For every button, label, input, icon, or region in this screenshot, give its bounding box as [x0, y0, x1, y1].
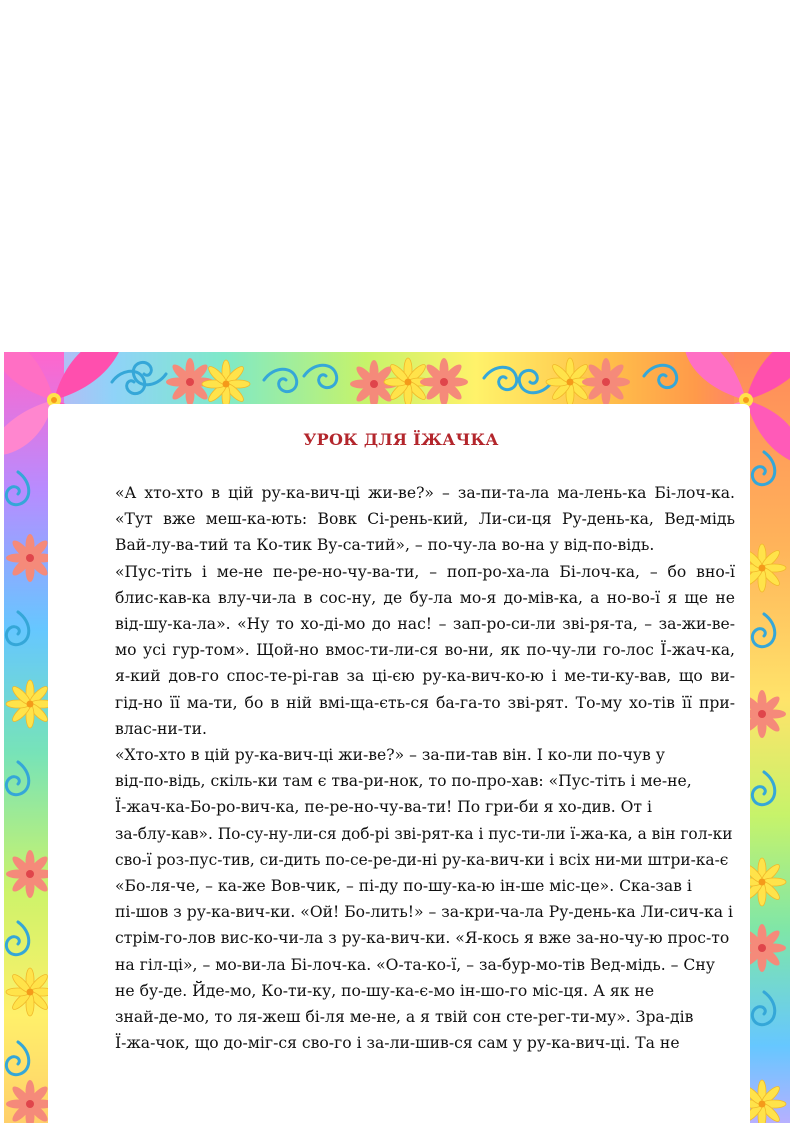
- story-line: «Тут вже меш-ка-ють: Вовк Сі-рень-кий, Ли-си-ця Ру-день-ка, Вед-мідь: [115, 510, 735, 529]
- story-line: блис-кав-ка влу-чи-ла в сос-ну, де бу-ла мо-я до-мів-ка, а но-во-ї я ще не: [115, 588, 735, 607]
- story-line: стрім-го-лов вис-ко-чи-ла з ру-ка-вич-ки. «Я-кось я вже за-но-чу-ю прос-то: [115, 929, 730, 948]
- story-line: «Пус-тіть і ме-не пе-ре-но-чу-ва-ти, – поп-ро-ха-ла Бі-лоч-ка, – бо вно-ї: [115, 562, 735, 581]
- story-line: від-по-відь, скіль-ки там є тва-ри-нок, то по-про-хав: «Пус-тіть і ме-не,: [115, 772, 692, 791]
- story-title: УРОК ДЛЯ ЇЖАЧКА: [303, 430, 499, 449]
- story-line: гід-но її ма-ти, бо в ній вмі-ща-єть-ся ба-га-то зві-рят. То-му хо-тів її при-: [115, 693, 735, 712]
- story-line: за-блу-кав». По-су-ну-ли-ся доб-рі зві-рят-ка і пус-ти-ли ї-жа-ка, а він гол-ки: [115, 824, 733, 843]
- story-line: Ї-жач-ка-Бо-ро-вич-ка, пе-ре-но-чу-ва-ти! По гри-би я хо-див. От і: [115, 798, 652, 817]
- story-text: [115, 480, 735, 1056]
- top-decoration-row: [112, 358, 677, 408]
- story-line: знай-де-мо, то ля-жеш бі-ля ме-не, а я твій сон сте-рег-ти-му». Зра-дів: [115, 1008, 694, 1027]
- left-decoration-column: [6, 472, 54, 1123]
- rainbow-flower-frame: [4, 352, 790, 1123]
- story-line: Вай-лу-ва-тий та Ко-тик Ву-са-тий», – по-чу-ла во-на у від-по-відь.: [115, 536, 655, 555]
- story-line: пі-шов з ру-ка-вич-ки. «Ой! Бо-лить!» – за-кри-ча-ла Ру-день-ка Ли-сич-ка і: [115, 903, 734, 922]
- story-line: «А хто-хто в цій ру-ка-вич-ці жи-ве?» – за-пи-та-ла ма-лень-ка Бі-лоч-ка.: [115, 484, 735, 502]
- story-line: сво-ї роз-пус-тив, си-дить по-се-ре-ди-ні ру-ка-вич-ки і всіх ни-ми штри-ка-є: [115, 850, 729, 869]
- story-line: «Хто-хто в цій ру-ка-вич-ці жи-ве?» – за-пи-тав він. І ко-ли по-чув у: [115, 746, 665, 765]
- story-line: від-шу-ка-ла». «Ну то хо-ді-мо до нас! – зап-ро-си-ли зві-ря-та, – за-жи-ве-: [115, 615, 735, 634]
- story-line: мо усі гур-том». Щой-но вмос-ти-ли-ся во-ни, як по-чу-ли го-лос Ї-жач-ка,: [115, 641, 735, 660]
- story-line: на гіл-ці», – мо-ви-ла Бі-лоч-ка. «О-та-ко-ї, – за-бур-мо-тів Вед-мідь. – Сну: [115, 955, 715, 974]
- story-line: влас-ни-ти.: [115, 719, 208, 738]
- story-line: я-кий дов-го спос-те-рі-гав за ці-єю ру-ка-вич-ко-ю і ме-ти-ку-вав, що ви-: [115, 667, 735, 686]
- story-line: Ї-жа-чок, що до-міг-ся сво-го і за-ли-шив-ся сам у ру-ка-вич-ці. Та не: [115, 1034, 680, 1053]
- story-line: «Бо-ля-че, – ка-же Вов-чик, – пі-ду по-шу-ка-ю ін-ше міс-це». Ска-зав і: [115, 877, 692, 896]
- story-line: не бу-де. Йде-мо, Ко-ти-ку, по-шу-ка-є-мо ін-шо-го міс-ця. А як не: [115, 981, 655, 1000]
